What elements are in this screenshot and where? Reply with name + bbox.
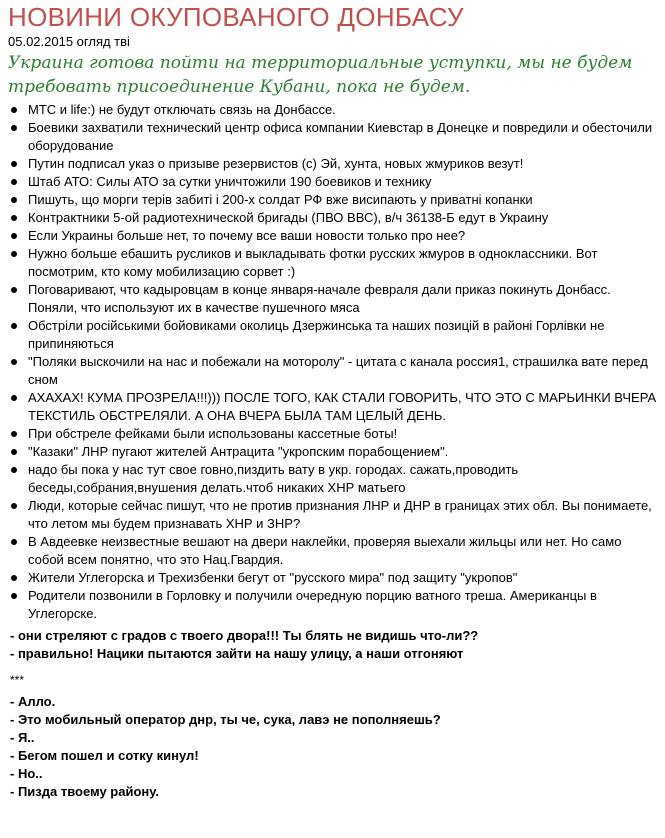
- dialog-line: - они стреляют с градов с твоего двора!!! Ты блять не видишь что-ли??: [10, 628, 479, 643]
- news-item: "Поляки выскочили на нас и побежали на моторолу" - цитата с канала россия1, страшилка вате перед сном: [8, 353, 657, 389]
- bullet-icon: [11, 575, 17, 581]
- bullet-icon: [11, 215, 17, 221]
- news-item: надо бы пока у нас тут свое говно,пиздить вату в укр. городах. сажать,проводить беседы,собрания,внушения делать.чтоб никаких ХНР матьего: [8, 461, 657, 497]
- bullet-icon: [11, 449, 17, 455]
- bullet-icon: [11, 467, 17, 473]
- dialog-line: - Это мобильный оператор днр, ты че, сука, лавэ не пополняешь?: [10, 712, 441, 727]
- bullet-icon: [11, 197, 17, 203]
- bullet-icon: [11, 359, 17, 365]
- bullet-icon: [11, 251, 17, 257]
- dialog-line: - Пизда твоему району.: [10, 784, 159, 799]
- news-item: Родители позвонили в Горловку и получили очередную порцию ватного треша. Американцы в Углегорске.: [8, 587, 657, 623]
- dialog-line: - Бегом пошел и сотку кинул!: [10, 748, 199, 763]
- bullet-icon: [11, 287, 17, 293]
- bullet-icon: [11, 161, 17, 167]
- news-item: При обстреле фейками были использованы кассетные боты!: [8, 425, 657, 443]
- bullet-icon: [11, 125, 17, 131]
- news-item: МТС и life:) не будут отключать связь на Донбассе.: [8, 101, 657, 119]
- news-item: Жители Углегорска и Трехизбенки бегут от "русского мира" под защиту "укропов": [8, 569, 657, 587]
- news-item: Пишуть, що морги терів забиті і 200-х солдат РФ вже висипають у приватні копанки: [8, 191, 657, 209]
- news-item: "Казаки" ЛНР пугают жителей Антрацита "укропским порабощением".: [8, 443, 657, 461]
- dialog-block-2: [10, 693, 657, 801]
- page-title: НОВИНИ ОКУПОВАНОГО ДОНБАСУ: [8, 2, 464, 32]
- dialog-line: - Алло.: [10, 694, 56, 709]
- news-item: Боевики захватили технический центр офиса компании Киевстар в Донецке и повредили и обесточили оборудование: [8, 119, 657, 155]
- dialog-block-1: [10, 627, 657, 663]
- news-item: Контрактники 5-ой радиотехнической бригады (ПВО ВВС), в/ч 36138-Б едут в Украину: [8, 209, 657, 227]
- lead-quote: Украина готова пойти на территориальные уступки, мы не будем требовать присоединение Кубани, пока не будем.: [8, 53, 633, 97]
- news-item: Путин подписал указ о призыве резервистов (с) Эй, хунта, новых жмуриков везут!: [8, 155, 657, 173]
- separator: ***: [10, 673, 25, 687]
- news-item: В Авдеевке неизвестные вешают на двери наклейки, проверяя выехали жильцы или нет. Но само собой всем понятно, что это Нац.Гвардия.: [8, 533, 657, 569]
- news-item: АХАХАХ! КУМА ПРОЗРЕЛА!!!))) ПОСЛЕ ТОГО, КАК СТАЛИ ГОВОРИТЬ, ЧТО ЭТО С МАРЬИНКИ ВЧЕРА ТЕКСТИЛЬ ОБСТРЕЛЯЛИ. А ОНА ВЧЕРА БЫЛА ТАМ ЦЕЛЫЙ ДЕНЬ.: [8, 389, 657, 425]
- dialog-line: - Я..: [10, 730, 35, 745]
- news-list: [8, 101, 657, 623]
- news-item: Обстріли російськими бойовиками околиць Дзержинська та наших позицій в районі Горлівки не припиняються: [8, 317, 657, 353]
- bullet-icon: [11, 323, 17, 329]
- bullet-icon: [11, 503, 17, 509]
- bullet-icon: [11, 179, 17, 185]
- bullet-icon: [11, 593, 17, 599]
- news-item: Штаб АТО: Силы АТО за сутки уничтожили 190 боевиков и технику: [8, 173, 657, 191]
- news-item: Нужно больше ебашить русликов и выкладывать фотки русских жмуров в одноклассники. Вот посмотрим, кто кому мобилизацию сорвет :): [8, 245, 657, 281]
- post-date: 05.02.2015 огляд тві: [8, 34, 130, 49]
- news-item: Если Украины больше нет, то почему все ваши новости только про нее?: [8, 227, 657, 245]
- dialog-line: - правильно! Нацики пытаются зайти на нашу улицу, а наши отгоняют: [10, 646, 464, 661]
- bullet-icon: [11, 431, 17, 437]
- news-item: Поговаривают, что кадыровцам в конце января-начале февраля дали приказ покинуть Донбасс. Поняли, что используют их в качестве пушечного мяса: [8, 281, 657, 317]
- news-item: Люди, которые сейчас пишут, что не против признания ЛНР и ДНР в границах этих обл. Вы понимаете, что летом мы будем признавать ХНР и ЗНР?: [8, 497, 657, 533]
- bullet-icon: [11, 107, 17, 113]
- bullet-icon: [11, 539, 17, 545]
- bullet-icon: [11, 395, 17, 401]
- dialog-line: - Но..: [10, 766, 43, 781]
- bullet-icon: [11, 233, 17, 239]
